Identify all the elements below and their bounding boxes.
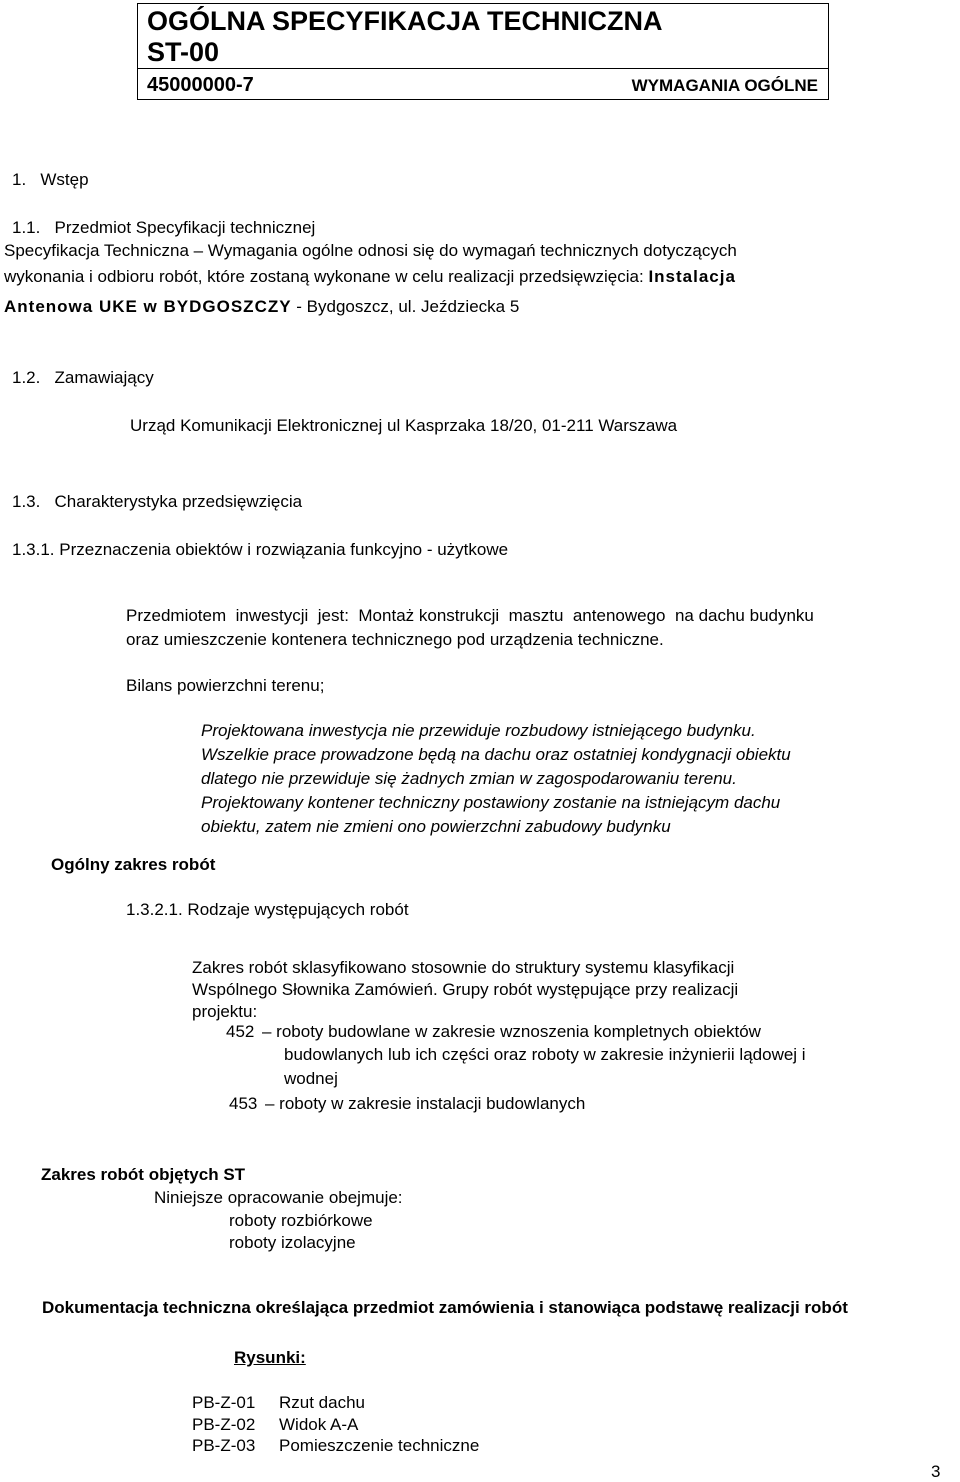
drawings-heading: Rysunki: xyxy=(234,1348,306,1367)
document-title xyxy=(147,6,663,68)
section-1-1-text-line3 xyxy=(4,297,519,317)
group-453-text: – roboty w zakresie instalacji budowlanych xyxy=(265,1094,586,1113)
section-1-1-text-line2-plain: wykonania i odbioru robót, które zostaną wykonane w celu realizacji przedsięwzięcia: xyxy=(4,267,649,286)
page-number: 3 xyxy=(931,1462,941,1481)
st-scope-item: roboty izolacyjne xyxy=(229,1233,356,1252)
group-452-line2: budowlanych lub ich części oraz roboty w zakresie inżynierii lądowej i xyxy=(284,1045,806,1064)
project-name-part1: Instalacja xyxy=(648,267,736,286)
area-balance-line: Wszelkie prace prowadzone będą na dachu oraz ostatniej kondygnacji obiektu xyxy=(201,745,791,764)
group-452-line3: wodnej xyxy=(284,1069,338,1088)
project-address: - Bydgoszcz, ul. Jeździecka 5 xyxy=(291,297,520,316)
drawing-name: Rzut dachu xyxy=(279,1393,365,1412)
st-scope-heading: Zakres robót objętych ST xyxy=(41,1165,246,1184)
section-1-heading: 1. Wstęp xyxy=(12,170,89,189)
area-balance-line: dlatego nie przewiduje się żadnych zmian w zagospodarowaniu terenu. xyxy=(201,769,737,788)
document-title-line2: ST-00 xyxy=(147,37,220,68)
cpv-code: 45000000-7 xyxy=(147,74,254,96)
area-balance-heading: Bilans powierzchni terenu; xyxy=(126,676,325,695)
section-1-3-heading: 1.3. Charakterystyka przedsięwzięcia xyxy=(12,492,303,511)
section-1-1-text-line2 xyxy=(4,267,736,287)
drawing-code: PB-Z-01 xyxy=(192,1393,256,1412)
document-title-line1: OGÓLNA SPECYFIKACJA TECHNICZNA xyxy=(147,6,663,36)
section-1-1-text-line1: Specyfikacja Techniczna – Wymagania ogólne odnosi się do wymagań technicznych dotyczących xyxy=(4,241,737,260)
area-balance-line: Projektowana inwestycja nie przewiduje rozbudowy istniejącego budynku. xyxy=(201,721,756,740)
investment-intro-line2: oraz umieszczenie kontenera technicznego pod urządzenia techniczne. xyxy=(126,630,664,649)
general-scope-heading: Ogólny zakres robót xyxy=(51,855,216,874)
project-name-part2: Antenowa UKE w BYDGOSZCZY xyxy=(4,297,292,316)
classification-text xyxy=(192,957,738,1023)
drawing-code: PB-Z-02 xyxy=(192,1415,256,1434)
area-balance-text xyxy=(201,719,791,839)
area-balance-line: obiektu, zatem nie zmieni ono powierzchni zabudowy budynku xyxy=(201,817,671,836)
header-divider xyxy=(138,68,828,69)
drawing-name: Widok A-A xyxy=(279,1415,359,1434)
documentation-heading: Dokumentacja techniczna określająca przedmiot zamówienia i stanowiąca podstawę realizacji robót xyxy=(42,1298,848,1317)
header-box xyxy=(137,3,829,100)
st-scope-intro: Niniejsze opracowanie obejmuje: xyxy=(154,1188,403,1207)
drawing-name: Pomieszczenie techniczne xyxy=(279,1436,480,1455)
section-1-3-1-heading: 1.3.1. Przeznaczenia obiektów i rozwiązania funkcyjno - użytkowe xyxy=(12,540,509,559)
st-scope-item: roboty rozbiórkowe xyxy=(229,1211,373,1230)
client-address: Urząd Komunikacji Elektronicznej ul Kasprzaka 18/20, 01-211 Warszawa xyxy=(130,416,678,435)
group-452-code: 452 xyxy=(226,1022,255,1041)
classification-line: Zakres robót sklasyfikowano stosownie do struktury systemu klasyfikacji xyxy=(192,958,735,977)
section-1-2-heading: 1.2. Zamawiający xyxy=(12,368,154,387)
classification-line: Wspólnego Słownika Zamówień. Grupy robót występujące przy realizacji xyxy=(192,980,739,999)
classification-line: projektu: xyxy=(192,1002,258,1021)
work-types-heading: 1.3.2.1. Rodzaje występujących robót xyxy=(126,900,409,919)
section-1-1-heading: 1.1. Przedmiot Specyfikacji technicznej xyxy=(12,218,316,237)
group-452-line1: – roboty budowlane w zakresie wznoszenia kompletnych obiektów xyxy=(262,1022,761,1041)
investment-intro-line1: Przedmiotem inwestycji jest: Montaż konstrukcji masztu antenowego na dachu budynku xyxy=(126,606,814,625)
group-453-code: 453 xyxy=(229,1094,258,1113)
area-balance-line: Projektowany kontener techniczny postawiony zostanie na istniejącym dachu xyxy=(201,793,781,812)
document-subject: WYMAGANIA OGÓLNE xyxy=(631,76,818,95)
drawing-code: PB-Z-03 xyxy=(192,1436,256,1455)
